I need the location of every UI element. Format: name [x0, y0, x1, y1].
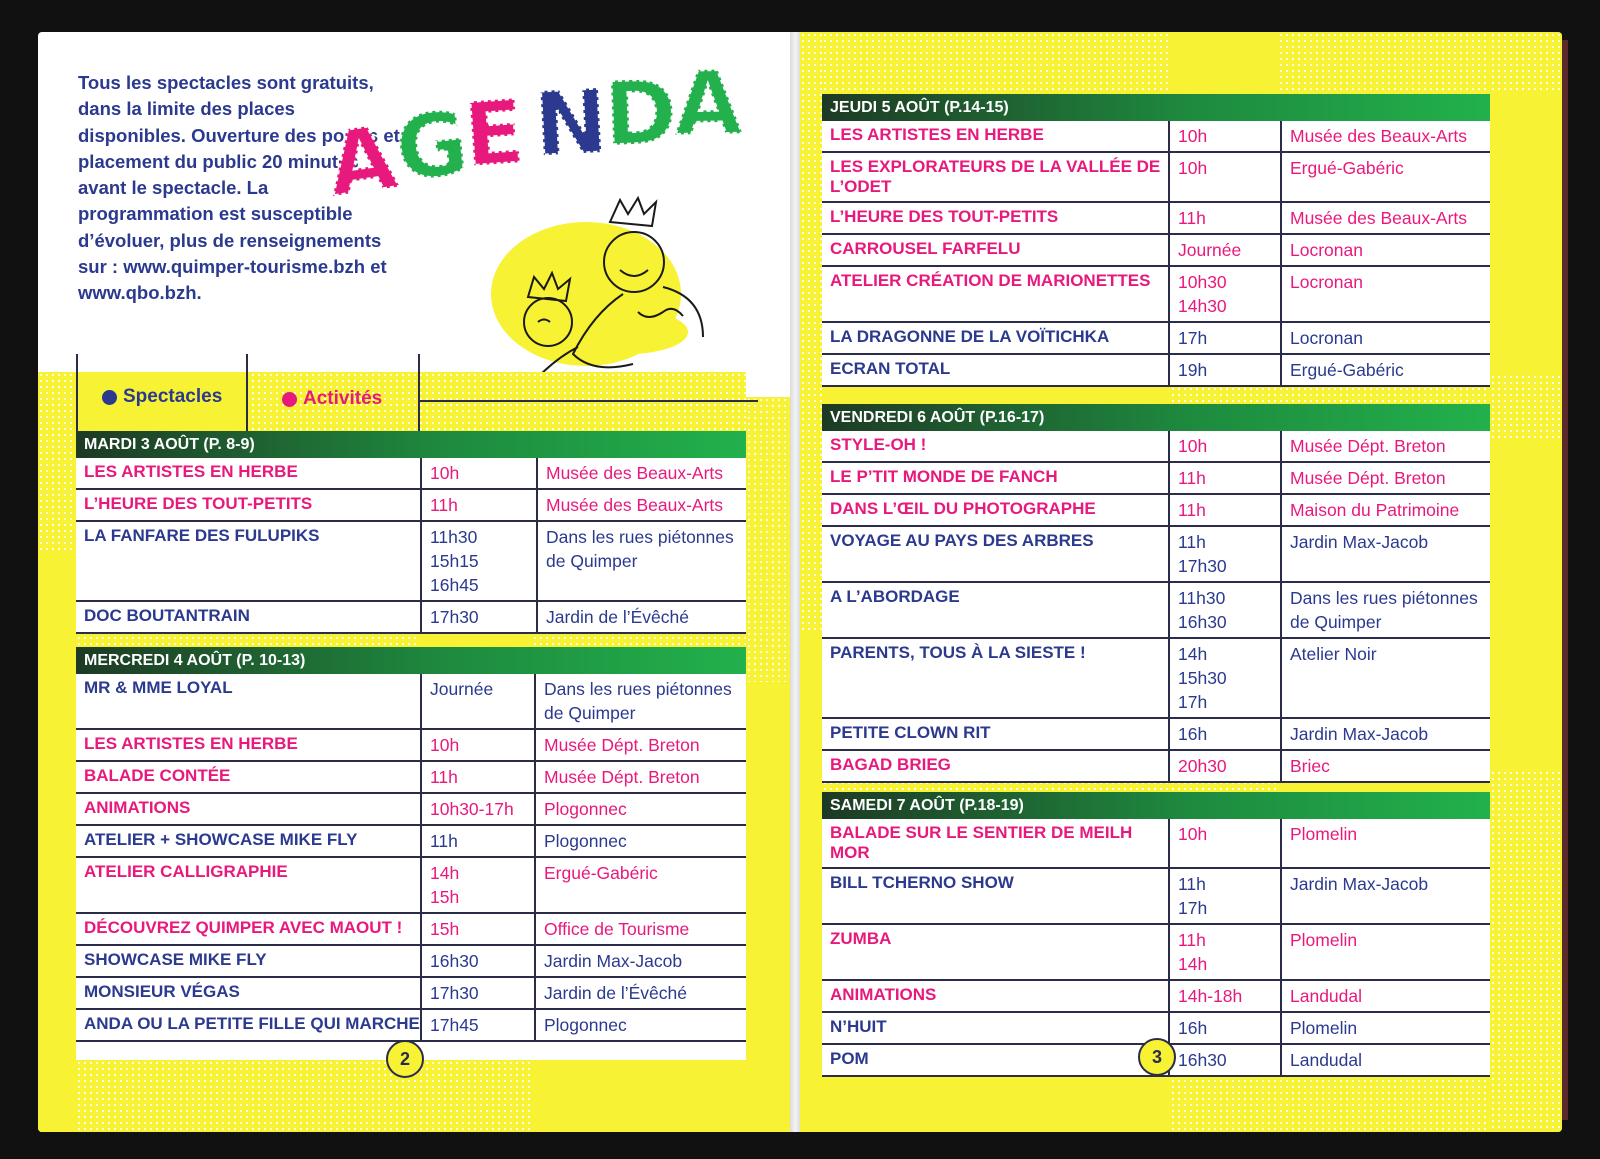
event-row	[76, 674, 746, 728]
event-row	[822, 717, 1490, 749]
event-row	[76, 912, 746, 944]
event-time: 16h30	[1168, 1045, 1280, 1075]
event-time: 11h	[420, 826, 534, 856]
event-place: Jardin Max-Jacob	[1280, 719, 1490, 749]
day-bottom-rule	[822, 781, 1490, 783]
right-band-yellow	[1490, 442, 1562, 772]
event-place: Locronan	[1280, 323, 1490, 353]
event-name: ANIMATIONS	[84, 798, 191, 817]
event-time: 11h30 15h15 16h45	[420, 522, 536, 600]
day-block-vendredi	[822, 404, 1490, 783]
event-time: 17h30	[420, 602, 536, 632]
top-band-yellow	[1168, 32, 1280, 94]
event-place: Landudal	[1280, 981, 1490, 1011]
legend-divider	[76, 354, 78, 432]
event-name: A L’ABORDAGE	[830, 587, 960, 606]
activite-dot-icon	[282, 392, 297, 407]
event-place: Ergué-Gabéric	[1280, 355, 1490, 385]
legend-spectacles	[102, 386, 222, 408]
event-row	[76, 760, 746, 792]
event-place: Ergué-Gabéric	[1280, 153, 1490, 201]
event-row	[822, 637, 1490, 717]
event-row	[76, 856, 746, 912]
event-name: LA DRAGONNE DE LA VOÏTICHKA	[830, 327, 1110, 346]
event-row	[822, 923, 1490, 979]
event-place: Jardin de l’Évêché	[536, 602, 746, 632]
event-place: Locronan	[1280, 235, 1490, 265]
left-page	[38, 32, 790, 1132]
event-name: N’HUIT	[830, 1017, 887, 1036]
event-place: Plomelin	[1280, 819, 1490, 867]
day-header: MARDI 3 AOÛT (P. 8-9)	[76, 431, 746, 458]
bottom-band-yellow	[533, 1060, 746, 1132]
event-time: 17h30	[420, 978, 534, 1008]
event-time: 17h45	[420, 1010, 534, 1040]
event-place: Plogonnec	[534, 1010, 746, 1040]
event-place: Ergué-Gabéric	[534, 858, 746, 912]
event-row	[76, 824, 746, 856]
event-time: 11h	[420, 762, 534, 792]
event-time: 14h 15h30 17h	[1168, 639, 1280, 717]
event-place: Musée des Beaux-Arts	[536, 458, 746, 488]
legend-activites-label: Activités	[303, 388, 383, 409]
event-time: 11h30 16h30	[1168, 583, 1280, 637]
event-row	[822, 867, 1490, 923]
event-name: LE P’TIT MONDE DE FANCH	[830, 467, 1058, 486]
event-time: 11h	[1168, 203, 1280, 233]
spectacle-dot-icon	[102, 390, 117, 405]
event-row	[76, 600, 746, 632]
event-time: 11h 14h	[1168, 925, 1280, 979]
event-time: 16h	[1168, 1013, 1280, 1043]
right-page	[800, 32, 1562, 1132]
event-row	[822, 581, 1490, 637]
event-place: Musée des Beaux-Arts	[1280, 203, 1490, 233]
left-band-yellow	[38, 552, 76, 1132]
day-header: VENDREDI 6 AOÛT (P.16-17)	[822, 404, 1490, 431]
event-place: Plomelin	[1280, 1013, 1490, 1043]
event-place: Musée Dépt. Breton	[534, 730, 746, 760]
event-place: Dans les rues piétonnes de Quimper	[534, 674, 746, 728]
event-name: ECRAN TOTAL	[830, 359, 951, 378]
event-place: Musée des Beaux-Arts	[536, 490, 746, 520]
event-name: MR & MME LOYAL	[84, 678, 233, 697]
event-time: Journée	[420, 674, 534, 728]
event-name: ZUMBA	[830, 929, 892, 948]
legend-divider	[246, 354, 248, 432]
event-time: 10h	[1168, 431, 1280, 461]
event-row	[76, 944, 746, 976]
event-place: Briec	[1280, 751, 1490, 781]
event-name: VOYAGE AU PAYS DES ARBRES	[830, 531, 1094, 550]
event-place: Maison du Patrimoine	[1280, 495, 1490, 525]
event-name: ANIMATIONS	[830, 985, 937, 1004]
event-place: Office de Tourisme	[534, 914, 746, 944]
left-band-yellow	[800, 632, 822, 1132]
event-time: 19h	[1168, 355, 1280, 385]
event-name: L’HEURE DES TOUT-PETITS	[830, 207, 1059, 226]
day-bottom-rule	[822, 385, 1490, 387]
event-name: CARROUSEL FARFELU	[830, 239, 1021, 258]
event-row	[822, 265, 1490, 321]
event-time: 20h30	[1168, 751, 1280, 781]
event-time: 10h30-17h	[420, 794, 534, 824]
event-time: 11h	[1168, 463, 1280, 493]
event-place: Locronan	[1280, 267, 1490, 321]
event-place: Musée Dépt. Breton	[1280, 463, 1490, 493]
bottom-band-yellow	[822, 1072, 1168, 1132]
event-place: Landudal	[1280, 1045, 1490, 1075]
event-time: 10h	[420, 730, 534, 760]
event-name: LA FANFARE DES FULUPIKS	[84, 526, 320, 545]
page-number-right: 3	[1138, 1038, 1176, 1076]
event-time: Journée	[1168, 235, 1280, 265]
event-row	[822, 151, 1490, 201]
day-block-mardi	[76, 431, 746, 634]
event-row	[822, 525, 1490, 581]
event-name: LES ARTISTES EN HERBE	[84, 734, 298, 753]
event-row	[822, 461, 1490, 493]
event-row	[822, 979, 1490, 1011]
agenda-letter-3: E	[460, 79, 528, 187]
event-name: BALADE SUR LE SENTIER DE MEILH MOR	[830, 823, 1133, 862]
event-time: 11h	[1168, 495, 1280, 525]
event-place: Jardin Max-Jacob	[534, 946, 746, 976]
event-name: BAGAD BRIEG	[830, 755, 951, 774]
event-name: LES ARTISTES EN HERBE	[830, 125, 1044, 144]
agenda-letter-2: G	[390, 91, 474, 202]
event-name: MONSIEUR VÉGAS	[84, 982, 240, 1001]
event-name: LES ARTISTES EN HERBE	[84, 462, 298, 481]
day-block-jeudi	[822, 94, 1490, 387]
event-place: Dans les rues piétonnes de Quimper	[536, 522, 746, 600]
event-time: 10h	[1168, 819, 1280, 867]
day-header: SAMEDI 7 AOÛT (P.18-19)	[822, 792, 1490, 819]
event-place: Dans les rues piétonnes de Quimper	[1280, 583, 1490, 637]
event-place: Atelier Noir	[1280, 639, 1490, 717]
event-name: STYLE-OH !	[830, 435, 927, 454]
event-place: Jardin de l’Évêché	[534, 978, 746, 1008]
legend-activites	[282, 388, 382, 410]
intro-text: Tous les spectacles sont gratuits, dans la limite des places disponibles. Ouverture des portes et placement du public 20 minutes avant le spectacle. La programmation est susceptible d’évoluer, plus de renseignements sur : www.quimper-tourisme.bzh et www.qbo.bzh.	[78, 72, 400, 304]
event-name: DÉCOUVREZ QUIMPER AVEC MAOUT !	[84, 918, 403, 937]
event-name: ATELIER + SHOWCASE MIKE FLY	[84, 830, 358, 849]
event-name: LES EXPLORATEURS DE LA VALLÉE DE L’ODET	[830, 157, 1161, 196]
event-time: 11h 17h	[1168, 869, 1280, 923]
event-place: Musée Dépt. Breton	[1280, 431, 1490, 461]
event-time: 14h 15h	[420, 858, 534, 912]
event-time: 11h	[420, 490, 536, 520]
event-name: DOC BOUTANTRAIN	[84, 606, 250, 625]
event-name: SHOWCASE MIKE FLY	[84, 950, 267, 969]
event-time: 10h	[1168, 153, 1280, 201]
day-bottom-rule	[76, 632, 746, 634]
kings-illustration	[38, 32, 790, 372]
event-time: 11h 17h30	[1168, 527, 1280, 581]
event-row	[76, 976, 746, 1008]
day-header: JEUDI 5 AOÛT (P.14-15)	[822, 94, 1490, 121]
event-row	[76, 458, 746, 488]
event-row	[822, 749, 1490, 781]
event-name: ATELIER CALLIGRAPHIE	[84, 862, 288, 881]
legend-spectacles-label: Spectacles	[123, 386, 223, 407]
page-number-left: 2	[386, 1040, 424, 1078]
event-time: 10h	[1168, 121, 1280, 151]
event-time: 15h	[420, 914, 534, 944]
event-place: Musée Dépt. Breton	[534, 762, 746, 792]
right-band-yellow	[1490, 92, 1562, 372]
legend-divider	[418, 354, 420, 432]
event-time: 14h-18h	[1168, 981, 1280, 1011]
top-band	[822, 32, 1490, 94]
event-name: ATELIER CRÉATION DE MARIONETTES	[830, 271, 1151, 290]
day-header: MERCREDI 4 AOÛT (P. 10-13)	[76, 647, 746, 674]
event-row	[76, 792, 746, 824]
event-row	[76, 488, 746, 520]
event-name: ANDA OU LA PETITE FILLE QUI MARCHE	[84, 1014, 420, 1033]
event-row	[76, 1008, 746, 1040]
event-time: 16h30	[420, 946, 534, 976]
agenda-letter-1: A	[321, 105, 403, 217]
event-place: Plomelin	[1280, 925, 1490, 979]
event-time: 10h	[420, 458, 536, 488]
legend-rule	[418, 400, 758, 402]
agenda-letter-6: A	[673, 51, 744, 156]
event-time: 10h30 14h30	[1168, 267, 1280, 321]
event-place: Jardin Max-Jacob	[1280, 527, 1490, 581]
event-place: Plogonnec	[534, 794, 746, 824]
event-row	[76, 728, 746, 760]
event-row	[822, 431, 1490, 461]
event-name: POM	[830, 1049, 869, 1068]
event-row	[822, 819, 1490, 867]
event-row	[822, 321, 1490, 353]
event-name: PETITE CLOWN RIT	[830, 723, 991, 742]
event-row	[76, 520, 746, 600]
right-band-yellow	[746, 682, 790, 1132]
event-place: Plogonnec	[534, 826, 746, 856]
event-name: DANS L’ŒIL DU PHOTOGRAPHE	[830, 499, 1096, 518]
event-row	[822, 121, 1490, 151]
event-name: BALADE CONTÉE	[84, 766, 231, 785]
event-name: L’HEURE DES TOUT-PETITS	[84, 494, 313, 513]
event-time: 17h	[1168, 323, 1280, 353]
event-time: 16h	[1168, 719, 1280, 749]
event-row	[822, 233, 1490, 265]
agenda-letter-4: N	[531, 69, 611, 177]
day-block-samedi	[822, 792, 1490, 1077]
event-row	[822, 201, 1490, 233]
event-name: BILL TCHERNO SHOW	[830, 873, 1014, 892]
agenda-letter-5: D	[602, 60, 679, 166]
event-name: PARENTS, TOUS À LA SIESTE !	[830, 643, 1086, 662]
event-place: Musée des Beaux-Arts	[1280, 121, 1490, 151]
event-place: Jardin Max-Jacob	[1280, 869, 1490, 923]
day-block-mercredi	[76, 647, 746, 1042]
event-row	[822, 493, 1490, 525]
event-row	[822, 353, 1490, 385]
